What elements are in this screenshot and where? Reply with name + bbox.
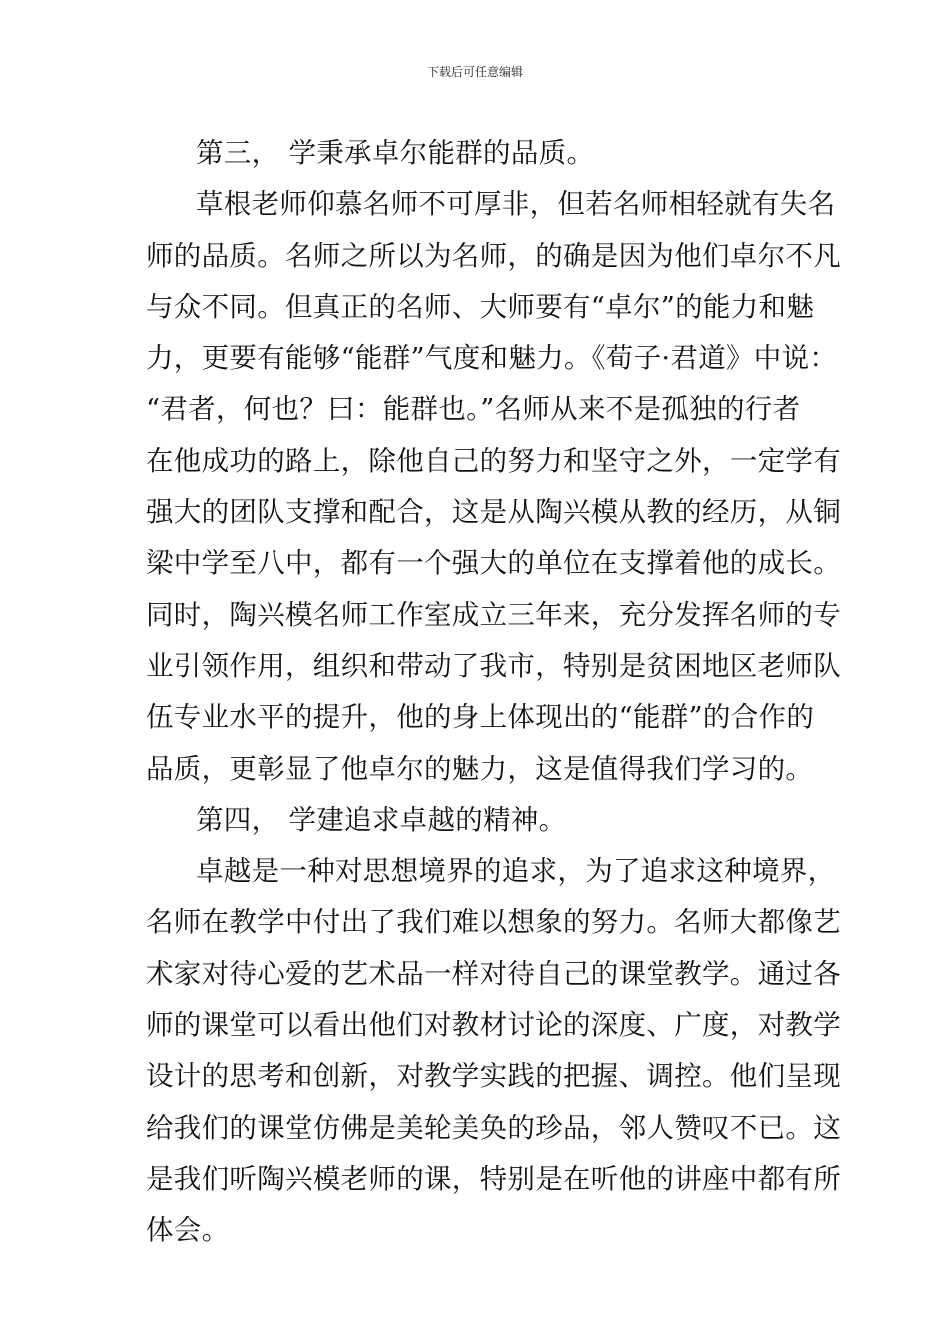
text-line: 品质，更彰显了他卓尔的魅力，这是值得我们学习的。 [146,752,814,785]
text-line: 师的课堂可以看出他们对教材讨论的深度、广度，对教学 [146,1009,841,1042]
text-line: 第四， 学建追求卓越的精神。 [196,803,567,836]
text-line: 给我们的课堂仿佛是美轮美奂的珍品，邻人赞叹不已。这 [146,1111,841,1144]
document-body [146,128,841,1257]
text-line: 术家对待心爱的艺术品一样对待自己的课堂教学。通过各 [146,957,841,990]
text-line: 伍专业水平的提升，他的身上体现出的“能群”的合作的 [146,701,815,734]
text-line: 业引领作用，组织和带动了我市，特别是贫困地区老师队 [146,649,841,682]
text-line: 卓越是一种对思想境界的追求，为了追求这种境界， [196,855,836,888]
text-line: 师的品质。名师之所以为名师，的确是因为他们卓尔不凡 [146,239,841,272]
text-line: 梁中学至八中，都有一个强大的单位在支撑着他的成长。 [146,547,841,580]
text-line: 名师在教学中付出了我们难以想象的努力。名师大都像艺 [146,906,841,939]
text-line: 与众不同。但真正的名师、大师要有“卓尔”的能力和魅 [146,290,815,323]
text-line: 体会。 [146,1214,230,1247]
text-line: 第三， 学秉承卓尔能群的品质。 [196,137,595,169]
page-header: 下载后可任意编辑 [426,65,523,79]
text-line: 是我们听陶兴模老师的课，特别是在听他的讲座中都有所 [146,1162,841,1195]
text-line: 力，更要有能够“能群”气度和魅力。《荀子·君道》中说： [146,342,838,375]
text-line: “君者，何也？曰：能群也。”名师从来不是孤独的行者 [146,393,801,426]
text-line: 草根老师仰慕名师不可厚非，但若名师相轻就有失名 [196,188,836,221]
text-line: 强大的团队支撑和配合，这是从陶兴模从教的经历，从铜 [146,496,841,529]
text-line: 设计的思考和创新，对教学实践的把握、调控。他们呈现 [146,1060,841,1093]
text-line: 同时，陶兴模名师工作室成立三年来，充分发挥名师的专 [146,598,841,631]
text-line: 在他成功的路上，除他自己的努力和坚守之外，一定学有 [146,444,841,477]
